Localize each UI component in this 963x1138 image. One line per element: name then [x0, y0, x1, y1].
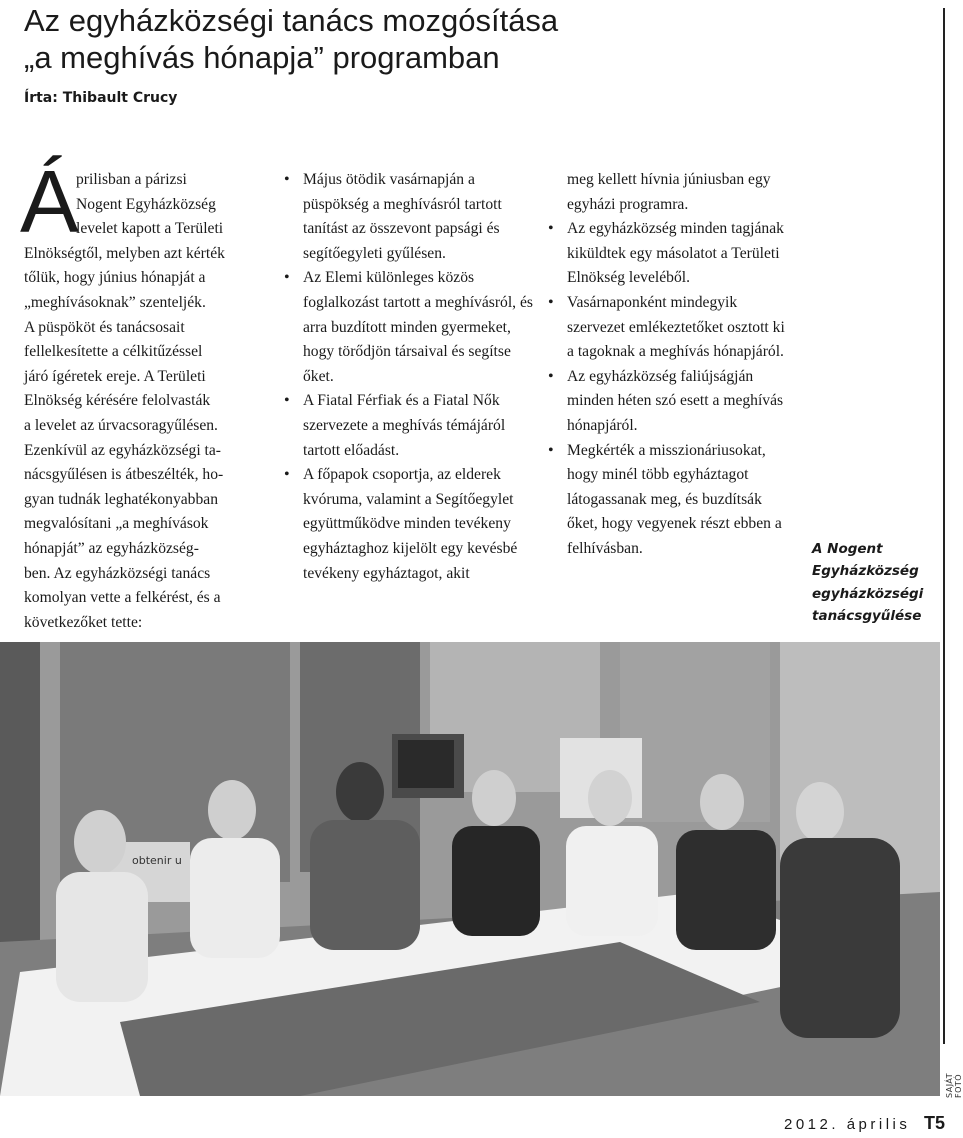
column-1-line: a levelet az úrvacsoragyűlésen.	[24, 416, 218, 434]
page-edge-rule	[943, 8, 945, 1044]
column-1-line: Elnökségtől, melyben azt kérték	[24, 244, 225, 262]
column-3-continuation: meg kellett hívnia júniusban egy egyházi programra.	[567, 171, 771, 213]
page-number: T5	[924, 1113, 946, 1133]
column-1-line: gyan tudnák leghatékonyabban	[24, 490, 218, 508]
column-1-line: járó ígéretek ereje. A Területi	[24, 367, 206, 385]
column-1-line: ben. Az egyházközségi tanács	[24, 564, 211, 582]
column-1-line: levelet kapott a Területi	[76, 220, 224, 238]
bullet-item: • Vasárnaponként mindegyik szervezet emlékeztetőket osztott ki a tagoknak a meghívás hónapjáról.	[548, 291, 794, 365]
drop-cap: Á	[20, 152, 79, 251]
column-1-line: nácsgyűlésen is átbeszélték, ho-	[24, 466, 224, 484]
column-3	[548, 168, 794, 562]
column-1-line: prilisban a párizsi	[76, 171, 187, 188]
column-1-line: Nogent Egyházközség	[76, 195, 216, 213]
column-1-line: komolyan vette a felkérést, és a	[24, 589, 221, 607]
column-1	[24, 168, 270, 635]
bullet-item: • Az Elemi különleges közös foglalkozást tartott a meghívásról, és arra buzdított minden gyermeket, hogy törődjön társaival és segítse őket.	[284, 266, 534, 389]
article-title-line-2: „a meghívás hónapja” programban	[24, 40, 500, 75]
column-1-line: tőlük, hogy június hónapját a	[24, 269, 206, 287]
article-byline: Írta: Thibault Crucy	[24, 90, 178, 106]
bullet-item: • Az egyházközség minden tagjának kiküldtek egy másolatot a Területi Elnökség leveléből.	[548, 217, 794, 291]
bullet-item: • Megkérték a misszionáriusokat, hogy minél több egyháztagot látogassanak meg, és buzdítsák őket, hogy vegyenek részt ebben a felhívásban.	[548, 439, 794, 562]
article-title	[24, 2, 924, 76]
column-1-line: Elnökség kérésére felolvasták	[24, 392, 211, 410]
column-3-bullet-list	[548, 217, 794, 561]
photo-credit: SAJÁT FOTÓ	[945, 1072, 963, 1098]
board-text: obtenir u	[132, 854, 182, 867]
column-2	[284, 168, 534, 586]
meeting-photo	[0, 642, 940, 1096]
column-1-line: „meghívásoknak” szenteljék.	[24, 293, 206, 311]
bullet-item: • A főpapok csoportja, az elderek kvóruma, valamint a Segítőegylet együttműködve minden tevékeny egyháztaghoz kijelölt egy kevésbé tevékeny egyháztagot, akit	[284, 463, 534, 586]
column-1-line: megvalósítani „a meghívások	[24, 515, 209, 533]
bullet-item: • A Fiatal Férfiak és a Fiatal Nők szervezete a meghívás témájáról tartott előadást.	[284, 389, 534, 463]
column-1-line: hónapját” az egyházközség-	[24, 539, 199, 557]
meeting-photo-illustration	[0, 642, 940, 1096]
bullet-item: • Május ötödik vasárnapján a püspökség a meghívásról tartott tanítást az összevont papsági és segítőegyleti gyűlésen.	[284, 168, 534, 266]
column-1-line: A püspököt és tanácsosait	[24, 318, 185, 336]
article-title-line-1: Az egyházközségi tanács mozgósítása	[24, 3, 559, 38]
column-2-bullet-list	[284, 168, 534, 586]
photo-caption: A Nogent Egyházközség egyházközségi tanácsgyűlése	[812, 541, 924, 624]
column-1-line: Ezenkívül az egyházközségi ta-	[24, 441, 221, 459]
issue-date: 2012. április	[784, 1116, 911, 1133]
column-1-line: fellelkesítette a célkitűzéssel	[24, 343, 203, 361]
column-1-line: következőket tette:	[24, 613, 143, 631]
bullet-item: • Az egyházközség faliújságján minden héten szó esett a meghívás hónapjáról.	[548, 365, 794, 439]
